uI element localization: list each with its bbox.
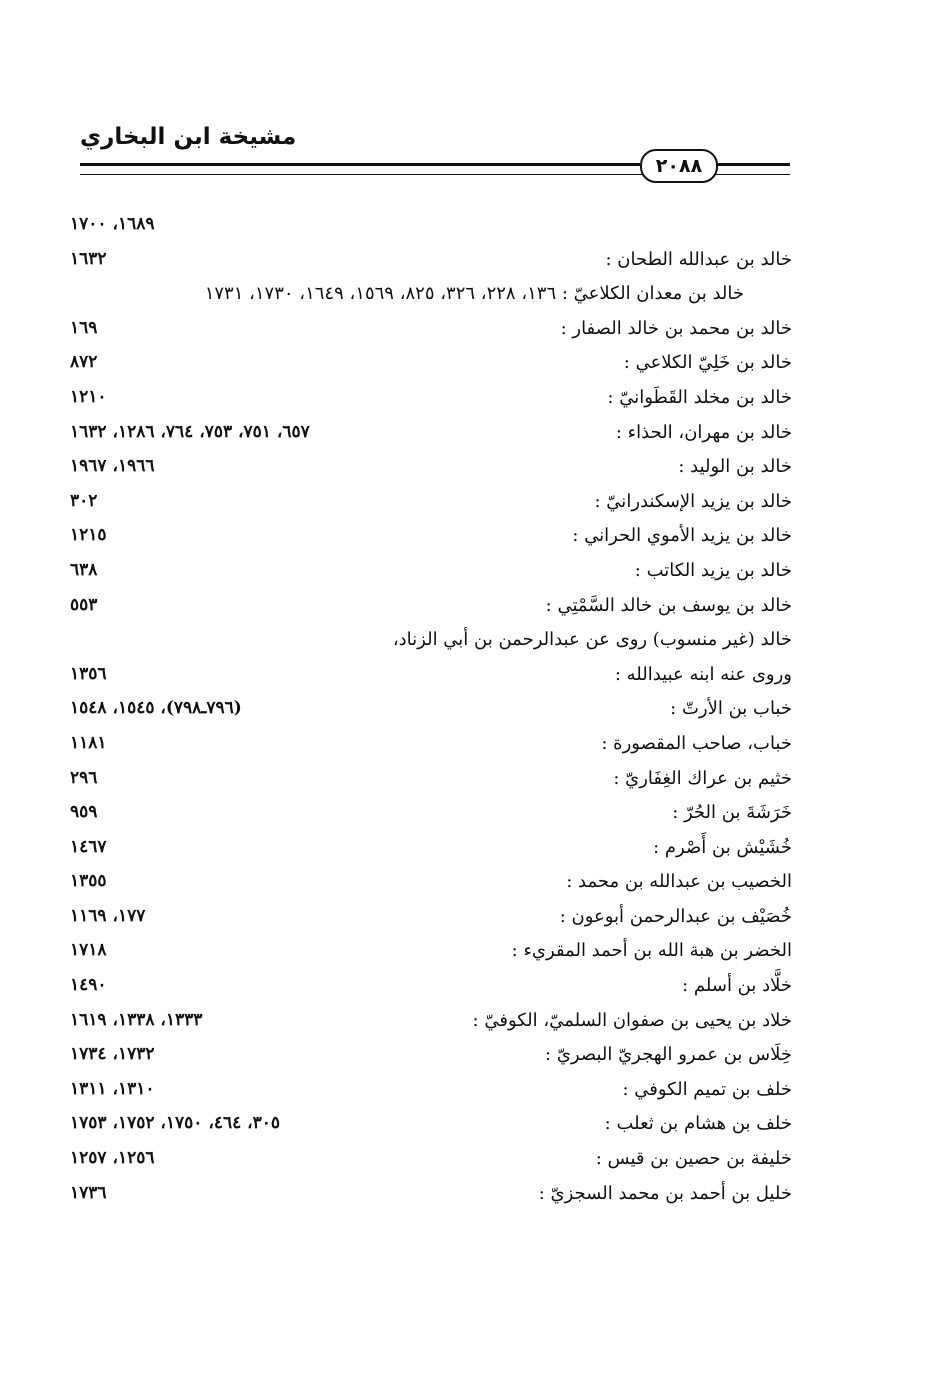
entry-references: ٦٥٧، ٧٥١، ٧٥٣، ٧٦٤، ١٢٨٦، ١٦٣٢ [70,421,310,442]
index-entry [70,798,792,833]
index-entry [70,729,792,764]
entry-name: خِلَاس بن عمرو الهجريّ البصريّ : [545,1044,792,1066]
index-entry [70,245,792,280]
entry-name: الخصيب بن عبدالله بن محمد : [566,871,792,893]
index-entry [70,348,792,383]
entry-name: وروى عنه ابنه عبيدالله : [614,663,792,685]
entry-name: خليفة بن حصين بن قيس : [595,1148,792,1170]
index-entry [70,764,792,799]
entry-references: ١٧١٨ [70,940,107,961]
entry-references: ١٣٥٥ [70,871,107,892]
entry-references: ١٢٥٦، ١٢٥٧ [70,1148,155,1169]
index-entry [70,867,792,902]
entry-name: خليل بن أحمد بن محمد السجزيّ : [538,1182,792,1204]
index-entry [70,902,792,937]
index-entry [70,521,792,556]
index-entry [70,210,792,245]
entry-references: ١٣٥٦ [70,663,107,684]
entry-name: خلاد بن يحيى بن صفوان السلميّ، الكوفيّ : [472,1009,792,1031]
entry-references: ١٦٣٢ [70,248,107,269]
page-number: ٢٠٨٨ [640,149,718,183]
index-entry [70,1144,792,1179]
entry-references: ٣٠٢ [70,490,98,511]
entry-name: خثيم بن عراك الغِفَاريّ : [613,767,792,789]
entry-name: خباب بن الأرتّ : [670,698,792,720]
index-entry [70,279,792,314]
index-entry [70,936,792,971]
entry-name: خالد بن يزيد الكاتب : [634,559,792,581]
entry-references: ٨٧٢ [70,352,98,373]
entry-name: خَرَشَةَ بن الحُرّ : [672,802,792,824]
index-entry [70,1179,792,1214]
entry-references: ٦٣٨ [70,559,98,580]
entry-name: خالد بن عبدالله الطحان : [605,248,792,270]
entry-name: خالد بن مهران، الحذاء : [615,421,792,443]
entry-name: خالد بن خَلِيّ الكلاعي : [623,352,792,374]
entry-references: ١٣١٠، ١٣١١ [70,1078,155,1099]
entry-references: ١٦٩ [70,317,98,338]
entry-references: ١٢١٥ [70,525,107,546]
entry-name: الخضر بن هبة الله بن أحمد المقريء : [511,940,792,962]
header-rule-left [80,163,640,166]
entry-references: ٢٩٦ [70,767,98,788]
entry-name: خالد بن معدان الكلاعيّ : ١٣٦، ٢٢٨، ٣٢٦، ٨٢٥، ١٥٦٩، ١٦٤٩، ١٧٣٠، ١٧٣١ [204,283,744,305]
entry-name: خباب، صاحب المقصورة : [601,732,792,754]
entry-name: خالد بن الوليد : [678,456,792,478]
index-entry [70,625,792,660]
entry-references: ١٧٣٦ [70,1182,107,1203]
index-entry [70,971,792,1006]
index-entry [70,833,792,868]
entry-references: ١١٨١ [70,732,107,753]
entry-name: خُصَيْف بن عبدالرحمن أبوعون : [559,905,792,927]
entry-references: ١٤٩٠ [70,975,107,996]
entry-name: خلَّاد بن أسلم : [682,975,792,997]
entry-references: ٥٥٣ [70,594,98,615]
index-entry [70,591,792,626]
entry-references: ١٣٣٣، ١٣٣٨، ١٦١٩ [70,1009,203,1030]
index-entry [70,694,792,729]
entry-references: ١٧٧، ١١٦٩ [70,905,146,926]
entry-name: خالد بن محمد بن خالد الصفار : [560,317,792,339]
index-entry [70,383,792,418]
entry-references: ١٤٦٧ [70,836,107,857]
index-entry [70,1075,792,1110]
index-entry [70,1006,792,1041]
entry-name: خالد بن يوسف بن خالد السَّمْتِي : [545,594,792,616]
index-entry [70,1109,792,1144]
entry-name: خالد بن يزيد الإسكندرانيّ : [594,490,792,512]
index-entry [70,418,792,453]
index-entries [70,210,792,1213]
entry-references: ١٧٣٢، ١٧٣٤ [70,1044,155,1065]
index-entry [70,556,792,591]
index-entry [70,660,792,695]
header-rule-right [714,163,790,166]
entry-name: خالد بن مخلد القَطَوانيّ : [607,386,792,408]
entry-name: خلف بن هشام بن ثعلب : [604,1113,792,1135]
entry-references: ٩٥٩ [70,802,98,823]
entry-name: خالد بن يزيد الأموي الحراني : [572,525,792,547]
entry-references: ١٩٦٦، ١٩٦٧ [70,456,155,477]
entry-name: خُشَيْش بن أَصْرم : [653,836,792,858]
entry-name: خلف بن تميم الكوفي : [622,1078,792,1100]
entry-references: ٣٠٥، ٤٦٤، ١٧٥٠، ١٧٥٢، ١٧٥٣ [70,1113,281,1134]
entry-references: (٧٩٦ـ٧٩٨)، ١٥٤٥، ١٥٤٨ [70,698,242,719]
index-entry [70,452,792,487]
book-title: مشيخة ابن البخاري [80,124,297,150]
index-entry [70,487,792,522]
index-entry [70,1040,792,1075]
index-entry [70,314,792,349]
entry-name: خالد (غير منسوب) روى عن عبدالرحمن بن أبي الزناد، [392,629,792,651]
entry-references: ١٢١٠ [70,386,107,407]
entry-references: ١٦٨٩، ١٧٠٠ [70,214,155,234]
